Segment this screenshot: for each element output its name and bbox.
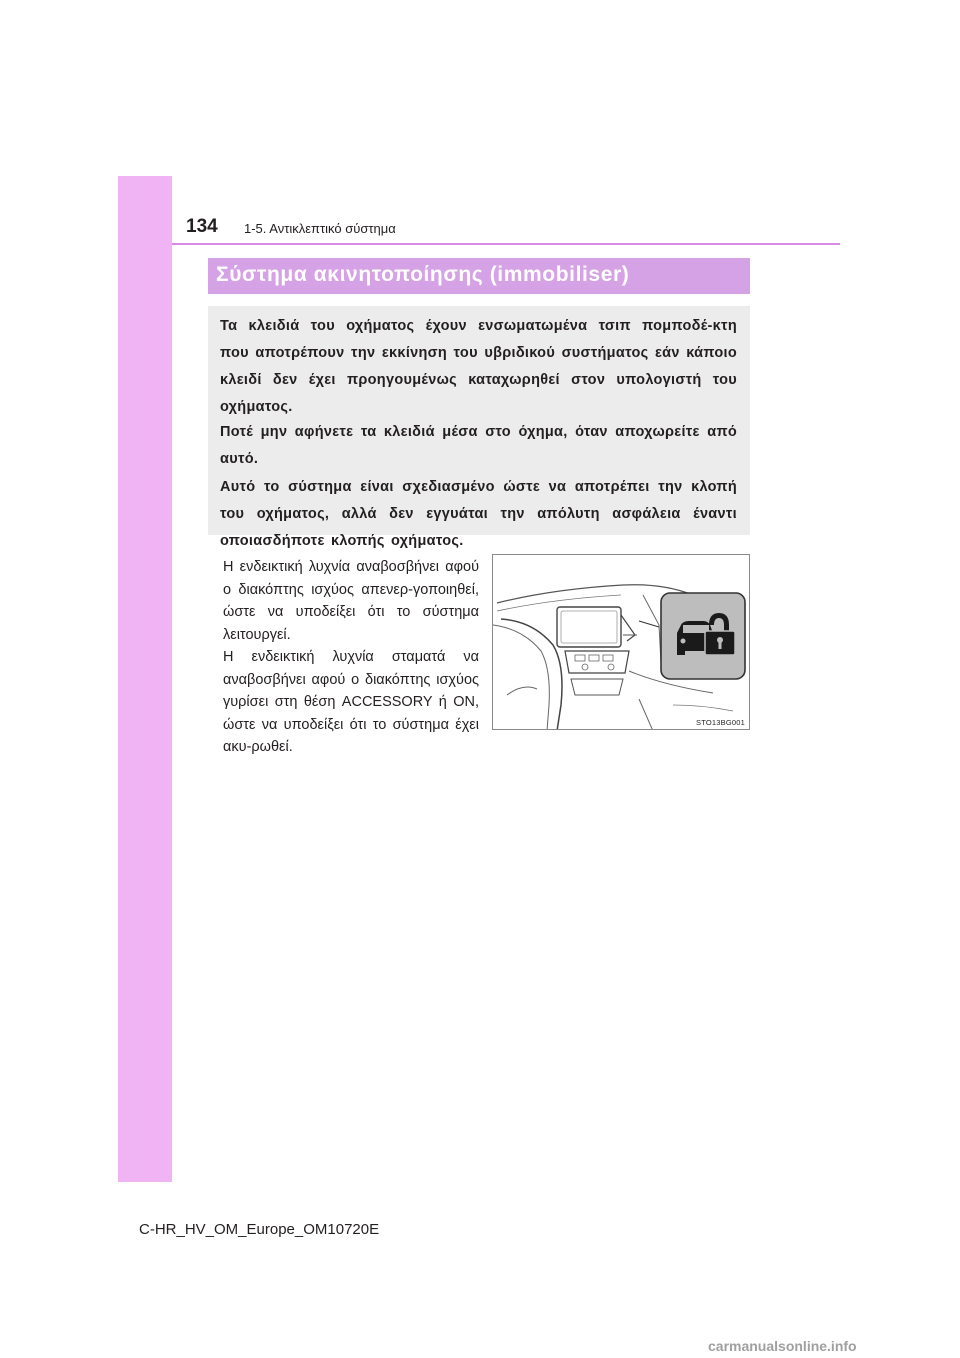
info-paragraph: Ποτέ μην αφήνετε τα κλειδιά μέσα στο όχημα, όταν αποχωρείτε από αυτό. [220,424,737,467]
section-title-bar [208,258,750,294]
watermark-link[interactable]: carmanualsonline.info [708,1338,857,1354]
body-paragraph: Η ενδεικτική λυχνία αναβοσβήνει αφού ο διακόπτης ισχύος απενερ-γοποιηθεί, ώστε να υποδείξει ότι το σύστημα λειτουργεί. [223,559,479,643]
chapter-title: 1-5. Αντικλεπτικό σύστημα [244,221,396,236]
header-rule [172,243,840,245]
dashboard-figure [492,554,750,730]
figure-code: STO13BG001 [696,718,745,727]
info-paragraph: Τα κλειδιά του οχήματος έχουν ενσωματωμένα τσιπ πομποδέ-κτη που αποτρέπουν την εκκίνηση του υβριδικού συστήματος εάν κάποιο κλειδί δεν έχει προηγουμένως καταχωρηθεί στον υπολογιστή του οχήματος. [220,318,737,415]
dashboard-illustration [493,555,750,730]
page-number: 134 [186,216,218,237]
side-thumb-band [118,176,172,1182]
section-title: Σύστημα ακινητοποίησης (immobiliser) [216,263,630,286]
info-box [208,306,750,549]
footer-doc-id: C-HR_HV_OM_Europe_OM10720E [139,1221,380,1238]
body-paragraph: Η ενδεικτική λυχνία σταματά να αναβοσβήνει αφού ο διακόπτης ισχύος γυρίσει στη θέση ACCESSORY ή ON, ώστε να υποδείξει ότι το σύστημα έχει ακυ-ρωθεί. [223,649,479,755]
info-paragraph: Αυτό το σύστημα είναι σχεδιασμένο ώστε να αποτρέπει την κλοπή του οχήματος, αλλά δεν εγγυάται την απόλυτη ασφάλεια έναντι οποιασδήποτε κλοπής οχήματος. [220,479,737,549]
